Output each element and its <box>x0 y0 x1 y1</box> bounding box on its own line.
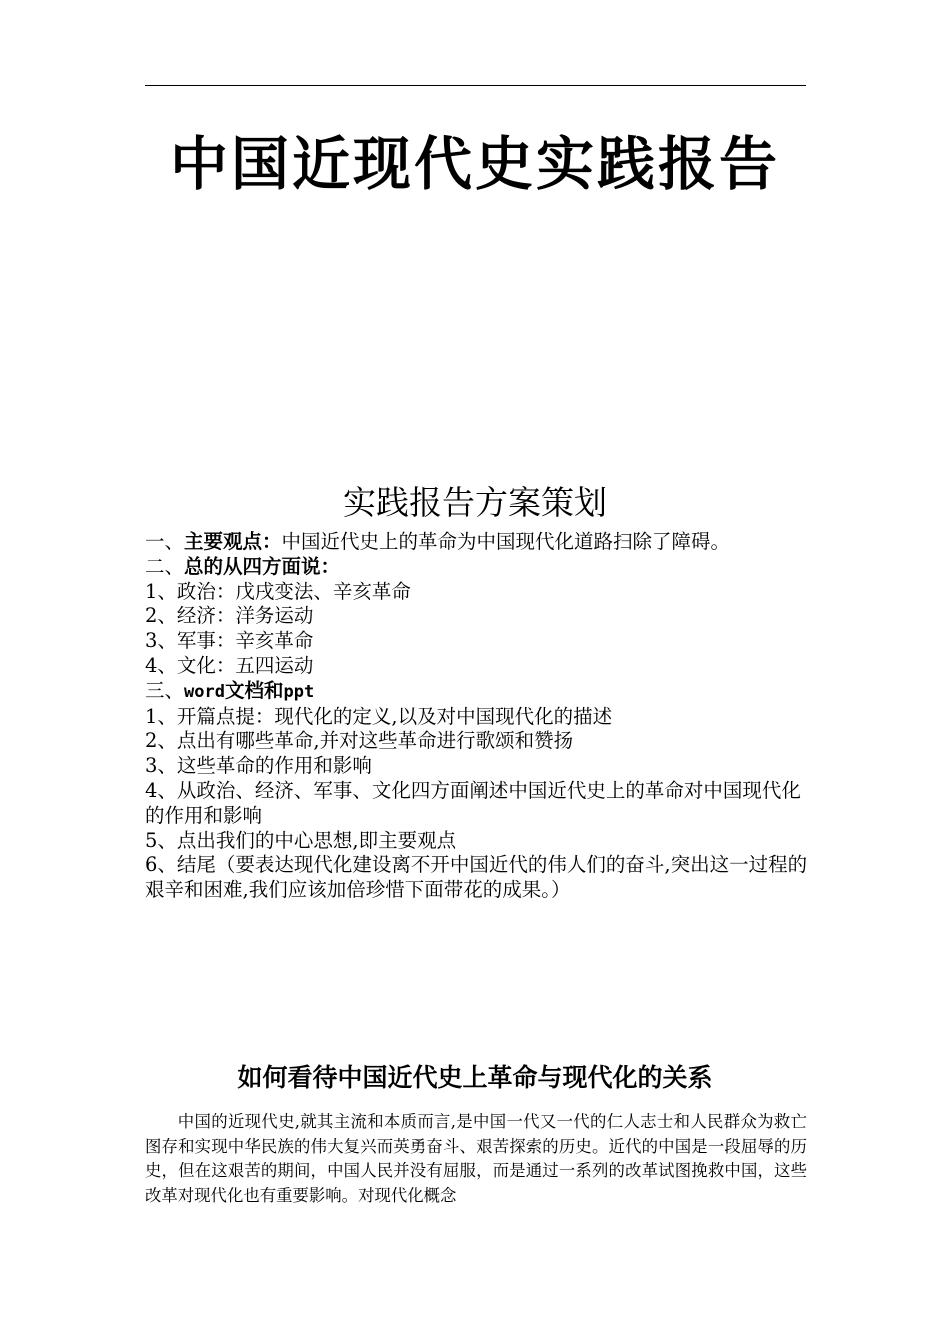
aspect-item: 4、文化：五四运动 <box>145 653 314 677</box>
document-title: 中国近现代史实践报告 <box>169 130 780 198</box>
aspect-item: 3、军事：辛亥革命 <box>145 629 314 653</box>
plan-heading: 实践报告方案策划 <box>343 483 607 522</box>
aspect-item: 1、政治：戊戌变法、辛亥革命 <box>145 579 411 603</box>
materials-middle: 文档和 <box>224 678 284 702</box>
four-aspects-label: 总的从四方面说： <box>184 554 341 578</box>
aspect-item: 2、经济：洋务运动 <box>145 604 314 628</box>
materials-word: word <box>184 681 225 702</box>
materials-prefix: 三、 <box>145 678 185 702</box>
main-point-prefix: 一、 <box>145 530 185 553</box>
essay-paragraph: 中国的近现代史,就其主流和本质而言,是中国一代又一代的仁人志士和人民群众为救亡图存和实现中华民族的伟大复兴而英勇奋斗、艰苦探索的历史。近代的中国是一段屈辱的历史，但在这艰苦的期间，中国人民并没有屈服，而是通过一系列的改革试图挽救中国，这些改革对现代化也有重要影响。对现代化概念 <box>145 1112 807 1205</box>
main-point-label: 主要观点： <box>184 530 282 553</box>
main-point-line <box>145 530 810 555</box>
materials-line <box>145 679 810 705</box>
material-item: 3、这些革命的作用和影响 <box>145 754 372 778</box>
main-point-text: 中国近代史上的革命为中国现代化道路扫除了障碍。 <box>281 530 731 553</box>
four-aspects-prefix: 二、 <box>145 554 185 578</box>
plan-section <box>145 530 810 903</box>
material-item: 5、点出我们的中心思想,即主要观点 <box>145 828 457 852</box>
material-item: 2、点出有哪些革命,并对这些革命进行歌颂和赞扬 <box>145 729 574 753</box>
header-rule <box>145 85 806 86</box>
material-item: 4、从政治、经济、军事、文化四方面阐述中国近代史上的革命对中国现代化的作用和影响 <box>145 778 801 827</box>
material-item: 1、开篇点提：现代化的定义,以及对中国现代化的描述 <box>145 704 613 728</box>
materials-ppt: ppt <box>283 681 315 702</box>
material-item: 6、结尾（要表达现代化建设离不开中国近代的伟人们的奋斗,突出这一过程的艰辛和困难,我们应该加倍珍惜下面带花的成果。） <box>145 853 808 902</box>
essay-heading: 如何看待中国近代史上革命与现代化的关系 <box>237 1063 713 1092</box>
four-aspects-line <box>145 555 810 580</box>
